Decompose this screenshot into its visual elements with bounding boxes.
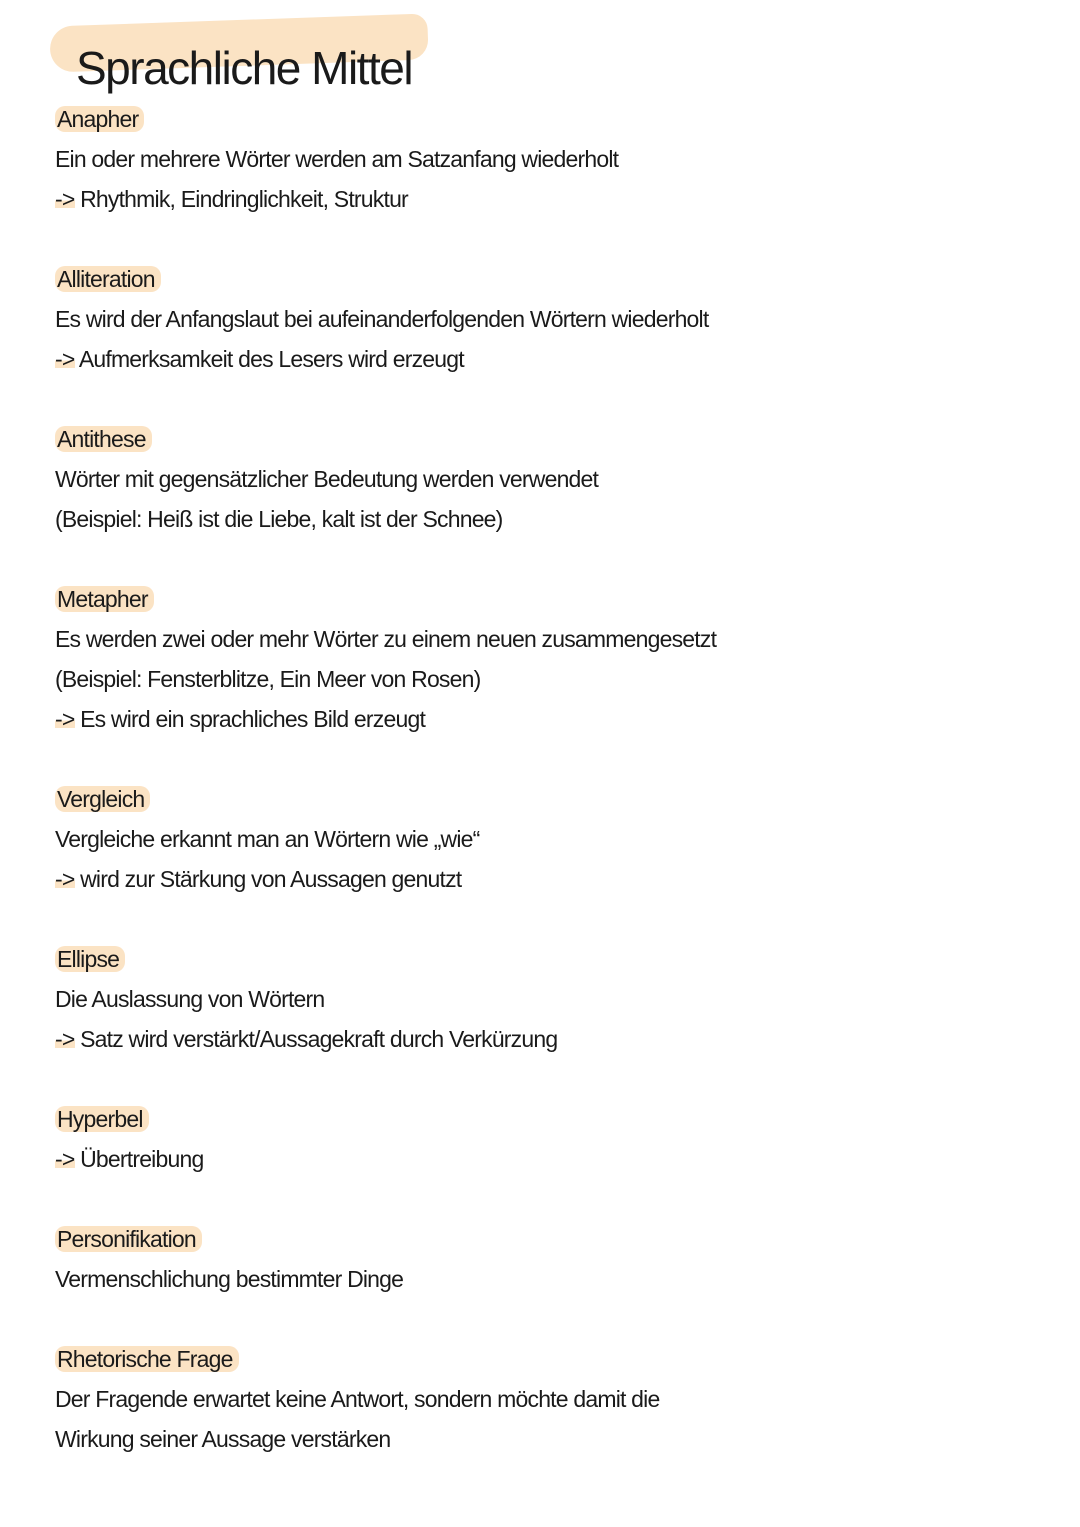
section-heading-text: Ellipse: [55, 946, 125, 972]
section-alliteration: [55, 259, 1035, 379]
line-text: Übertreibung: [80, 1146, 204, 1172]
arrow-icon: ->: [55, 866, 75, 892]
section-metapher: [55, 579, 1035, 739]
arrow-icon: ->: [55, 346, 75, 372]
section-vergleich: [55, 779, 1035, 899]
line-text: Es werden zwei oder mehr Wörter zu einem neuen zusammengesetzt: [55, 626, 717, 652]
line-text: Wörter mit gegensätzlicher Bedeutung werden verwendet: [55, 466, 599, 492]
description-line: [55, 659, 1035, 699]
section-heading-text: Rhetorische Frage: [55, 1346, 239, 1372]
line-text: Ein oder mehrere Wörter werden am Satzanfang wiederholt: [55, 146, 619, 172]
section-heading: [55, 1339, 1035, 1379]
section-heading: [55, 99, 1035, 139]
line-text: Die Auslassung von Wörtern: [55, 986, 325, 1012]
line-text: Es wird der Anfangslaut bei aufeinanderfolgenden Wörtern wiederholt: [55, 306, 709, 332]
line-text: Wirkung seiner Aussage verstärken: [55, 1426, 391, 1452]
line-text: (Beispiel: Fensterblitze, Ein Meer von Rosen): [55, 666, 481, 692]
line-text: Der Fragende erwartet keine Antwort, sondern möchte damit die: [55, 1386, 660, 1412]
arrow-icon: ->: [55, 706, 75, 732]
section-rhetorische-frage: [55, 1339, 1035, 1459]
section-heading: [55, 1219, 1035, 1259]
section-heading-text: Vergleich: [55, 786, 150, 812]
description-line: [55, 1419, 1035, 1459]
section-heading: [55, 419, 1035, 459]
section-heading-text: Antithese: [55, 426, 152, 452]
section-heading-text: Anapher: [55, 106, 144, 132]
description-line: [55, 139, 1035, 179]
effect-line: [55, 179, 1035, 219]
notes-content: [55, 99, 1035, 1499]
page-title: Sprachliche Mittel: [76, 41, 413, 94]
description-line: [55, 459, 1035, 499]
section-heading: [55, 1099, 1035, 1139]
section-hyperbel: [55, 1099, 1035, 1179]
line-text: Aufmerksamkeit des Lesers wird erzeugt: [78, 346, 464, 372]
effect-line: [55, 1139, 1035, 1179]
description-line: [55, 619, 1035, 659]
effect-line: [55, 699, 1035, 739]
line-text: Rhythmik, Eindringlichkeit, Struktur: [80, 186, 408, 212]
section-heading: [55, 259, 1035, 299]
section-heading: [55, 939, 1035, 979]
description-line: [55, 1379, 1035, 1419]
effect-line: [55, 1019, 1035, 1059]
line-text: Satz wird verstärkt/Aussagekraft durch Verkürzung: [80, 1026, 558, 1052]
line-text: Vermenschlichung bestimmter Dinge: [55, 1266, 404, 1292]
section-antithese: [55, 419, 1035, 539]
section-personifikation: [55, 1219, 1035, 1299]
section-heading-text: Personifikation: [55, 1226, 202, 1252]
description-line: [55, 979, 1035, 1019]
effect-line: [55, 859, 1035, 899]
section-anapher: [55, 99, 1035, 219]
section-heading: [55, 579, 1035, 619]
effect-line: [55, 339, 1035, 379]
description-line: [55, 819, 1035, 859]
section-heading-text: Alliteration: [55, 266, 161, 292]
description-line: [55, 499, 1035, 539]
arrow-icon: ->: [55, 1146, 75, 1172]
line-text: Es wird ein sprachliches Bild erzeugt: [80, 706, 426, 732]
description-line: [55, 1259, 1035, 1299]
section-heading-text: Hyperbel: [55, 1106, 149, 1132]
line-text: Vergleiche erkannt man an Wörtern wie „wie“: [55, 826, 480, 852]
description-line: [55, 299, 1035, 339]
section-ellipse: [55, 939, 1035, 1059]
section-heading-text: Metapher: [55, 586, 154, 612]
line-text: (Beispiel: Heiß ist die Liebe, kalt ist der Schnee): [55, 506, 503, 532]
section-heading: [55, 779, 1035, 819]
line-text: wird zur Stärkung von Aussagen genutzt: [80, 866, 462, 892]
arrow-icon: ->: [55, 186, 75, 212]
arrow-icon: ->: [55, 1026, 75, 1052]
